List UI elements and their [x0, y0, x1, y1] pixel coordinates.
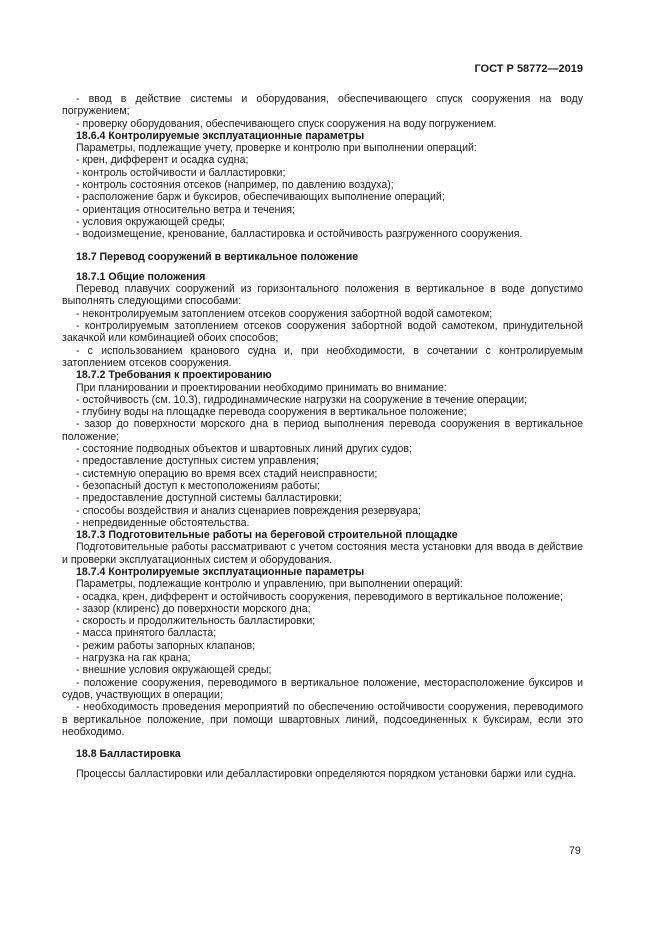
- section-heading-18-7: 18.7 Перевод сооружений в вертикальное положение: [76, 250, 359, 263]
- page-number: 79: [569, 845, 581, 857]
- list-item: - режим работы запорных клапанов;: [76, 639, 256, 652]
- list-item: - состояние подводных объектов и швартовных линий других судов;: [76, 443, 413, 456]
- list-item: - необходимость проведения мероприятий по обеспечению остойчивости сооружения, переводимого в вертикальное положение, при помощи швартовных линий, подсоединенных к буксирам, если это необходимо.: [62, 701, 583, 738]
- list-item: - зазор до поверхности морского дна в период выполнения перевода сооружения в вертикальное положение;: [62, 418, 583, 443]
- document-id-header: ГОСТ Р 58772—2019: [474, 63, 583, 75]
- list-item: - положение сооружения, переводимого в вертикальное положение, месторасположение буксиров и судов, участвующих в операции;: [62, 676, 583, 701]
- subsection-heading-18-7-4: 18.7.4 Контролируемые эксплуатационные параметры: [76, 565, 365, 578]
- list-item: - контролируемым затоплением отсеков сооружения забортной водой самотеком, принудительной закачкой или комбинацией обоих способов;: [62, 320, 583, 345]
- list-item: - осадка, крен, дифферент и остойчивость сооружения, переводимого в вертикальное положение;: [76, 590, 563, 603]
- list-item: - контроль остойчивости и балластировки;: [76, 166, 286, 179]
- list-item: - расположение барж и буксиров, обеспечивающих выполнение операций;: [76, 191, 445, 204]
- list-item: - предоставление доступной системы балластировки;: [76, 492, 342, 505]
- section-heading-18-8: 18.8 Балластировка: [76, 748, 181, 761]
- list-item: - зазор (клиренс) до поверхности морского дна;: [76, 602, 311, 615]
- list-item: - условия окружающей среды;: [76, 215, 225, 228]
- list-item: - крен, дифферент и осадка судна;: [76, 154, 249, 167]
- paragraph: При планировании и проектировании необходимо принимать во внимание:: [76, 381, 447, 394]
- document-body: [62, 93, 583, 781]
- list-item: - масса принятого балласта;: [76, 627, 217, 640]
- list-item: - глубину воды на площадке перевода сооружения в вертикальное положение;: [76, 406, 467, 419]
- paragraph: Параметры, подлежащие учету, проверке и контролю при выполнении операций:: [76, 142, 477, 155]
- paragraph: Подготовительные работы рассматривают с учетом состояния места установки для ввода в действие и проверки эксплуатационных систем и оборудования.: [62, 541, 583, 566]
- list-item: - ориентация относительно ветра и течения;: [76, 203, 295, 216]
- subsection-heading-18-7-3: 18.7.3 Подготовительные работы на береговой строительной площадке: [76, 529, 458, 542]
- list-item: - остойчивость (см. 10.3), гидродинамические нагрузки на сооружение в течение операции;: [76, 393, 528, 406]
- list-item: - скорость и продолжительность балластировки;: [76, 615, 316, 628]
- list-item: - водоизмещение, кренование, балластировка и остойчивость разгруженного сооружения.: [76, 228, 523, 241]
- list-item: - с использованием кранового судна и, при необходимости, в сочетании с контролируемым затоплением отсеков сооружения.: [62, 344, 583, 369]
- paragraph: Перевод плавучих сооружений из горизонтального положения в вертикальное в воде допустимо выполнять следующими способами:: [62, 283, 583, 308]
- list-item: - контроль состояния отсеков (например, по давлению воздуха);: [76, 179, 394, 192]
- subsection-heading-18-7-1: 18.7.1 Общие положения: [76, 270, 206, 283]
- subsection-heading-18-7-2: 18.7.2 Требования к проектированию: [76, 369, 272, 382]
- paragraph: Процессы балластировки или дебалластировки определяются порядком установки баржи или судна.: [76, 768, 577, 781]
- list-item: - системную операцию во время всех стадий неисправности;: [76, 467, 378, 480]
- list-item: - предоставление доступных систем управления;: [76, 455, 319, 468]
- list-item: - непредвиденные обстоятельства.: [76, 516, 250, 529]
- list-item: - ввод в действие системы и оборудования, обеспечивающего спуск сооружения на воду погружением;: [62, 93, 583, 118]
- list-item: - проверку оборудования, обеспечивающего спуск сооружения на воду погружением.: [76, 117, 497, 130]
- list-item: - неконтролируемым затоплением отсеков сооружения забортной водой самотеком;: [76, 307, 493, 320]
- list-item: - способы воздействия и анализ сценариев повреждения резервуара;: [76, 504, 421, 517]
- paragraph: Параметры, подлежащие контролю и управлению, при выполнении операций:: [76, 578, 463, 591]
- list-item: - внешние условия окружающей среды;: [76, 664, 272, 677]
- list-item: - нагрузка на гак крана;: [76, 652, 191, 665]
- list-item: - безопасный доступ к местоположениям работы;: [76, 479, 321, 492]
- subsection-heading-18-6-4: 18.6.4 Контролируемые эксплуатационные параметры: [76, 129, 365, 142]
